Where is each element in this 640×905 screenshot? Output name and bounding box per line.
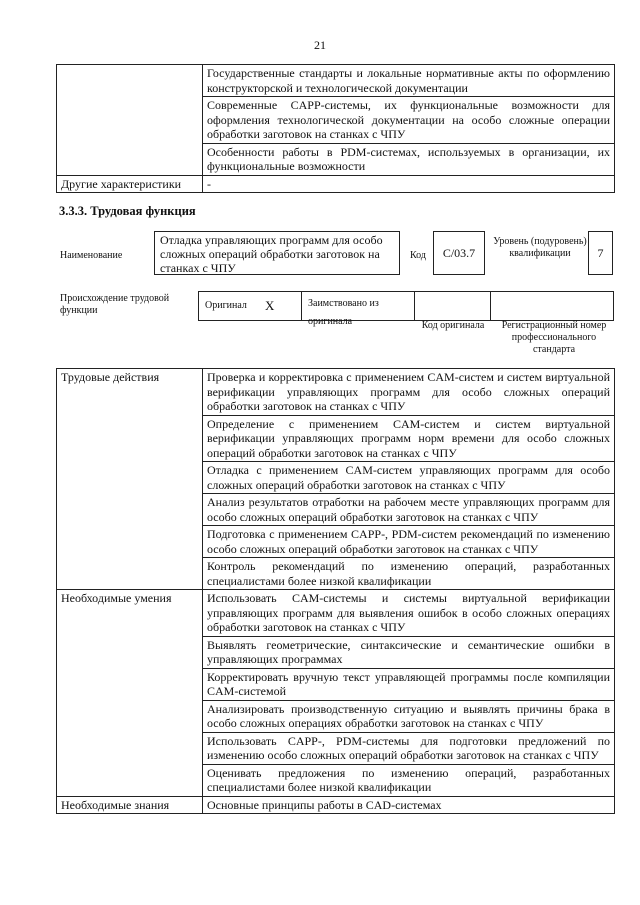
table-cell: Проверка и корректировка с применением CAM-систем и систем виртуальной верификации управляющих программ для особо сложных операций обработки заготовок на станках с ЧПУ (203, 369, 615, 416)
table-row (57, 175, 615, 193)
top-table (56, 64, 615, 193)
table-cell: Современные CAPP-системы, их функциональные возможности для оформления технологической документации на особо сложные операции обработки заготовок на станках с ЧПУ (203, 97, 615, 144)
page-number: 21 (314, 38, 326, 52)
table-cell: Отладка с применением CAM-систем управляющих программ для особо сложных операций обработки заготовок на станках с ЧПУ (203, 462, 615, 494)
code-original-cell (414, 291, 491, 321)
borrowed-cell (301, 291, 415, 327)
table-cell: - (203, 175, 615, 193)
table-cell: Анализировать производственную ситуацию и выявлять причины брака в особо сложных операциях обработки заготовок на станках с ЧПУ (203, 700, 615, 732)
row-label: Другие характеристики (57, 175, 203, 193)
name-value: Отладка управляющих программ для особо сложных операций обработки заготовок на станках с ЧПУ (154, 231, 400, 275)
table-cell: Особенности работы в PDM-системах, используемых в организации, их функциональные возможности (203, 143, 615, 175)
table-cell: Анализ результатов отработки на рабочем месте управляющих программ для особо сложных операций обработки заготовок на станках с ЧПУ (203, 494, 615, 526)
empty-label-cell (57, 65, 203, 176)
table-cell: Использовать CAM-системы и системы виртуальной верификации управляющих программ для выявления ошибок в особо сложных операциях обработки заготовок на станках с ЧПУ (203, 590, 615, 637)
table-cell: Определение с применением CAM-систем и систем виртуальной верификации управляющих программ норм времени для особо сложных операций обработки заготовок на станках с ЧПУ (203, 415, 615, 462)
row-label: Трудовые действия (57, 369, 203, 590)
borrowed-label: Заимствовано из оригинала (308, 298, 379, 327)
code-original-label: Код оригинала (421, 320, 485, 331)
reg-number-label: Регистрационный номер профессионального стандарта (501, 320, 607, 355)
table-cell: Выявлять геометрические, синтаксические и семантические ошибки в управляющих программах (203, 636, 615, 668)
table-cell: Оценивать предложения по изменению операций, разработанных специалистами более низкой квалификации (203, 764, 615, 796)
code-value: C/03.7 (433, 231, 485, 275)
reg-number-cell (490, 291, 614, 321)
original-cell (198, 291, 302, 321)
section-heading: 3.3.3. Трудовая функция (59, 204, 196, 218)
main-table (56, 368, 615, 814)
table-cell: Государственные стандарты и локальные нормативные акты по оформлению конструкторской и технологической документации (203, 65, 615, 97)
row-label: Необходимые умения (57, 590, 203, 797)
table-row (57, 369, 615, 416)
table-cell: Контроль рекомендаций по изменению операций, разработанных специалистами более низкой квалификации (203, 558, 615, 590)
level-label: Уровень (подуровень) квалификации (493, 236, 587, 259)
table-cell: Основные принципы работы в CAD-системах (203, 796, 615, 814)
name-label: Наименование (60, 250, 123, 261)
table-cell: Подготовка с применением CAPP-, PDM-систем рекомендаций по изменению особо сложных операций обработки заготовок на станках с ЧПУ (203, 526, 615, 558)
table-cell: Использовать CAPP-, PDM-системы для подготовки предложений по изменению особо сложных операций обработки заготовок на станках с ЧПУ (203, 732, 615, 764)
table-row (57, 65, 615, 97)
table-cell: Корректировать вручную текст управляющей программы после компиляции CAM-системой (203, 668, 615, 700)
original-mark: X (265, 298, 275, 313)
code-label: Код (410, 250, 426, 261)
level-value: 7 (588, 231, 613, 275)
table-row (57, 590, 615, 637)
table-row (57, 796, 615, 814)
origin-label: Происхождение трудовой функции (60, 293, 170, 316)
original-label: Оригинал (205, 300, 247, 311)
row-label: Необходимые знания (57, 796, 203, 814)
